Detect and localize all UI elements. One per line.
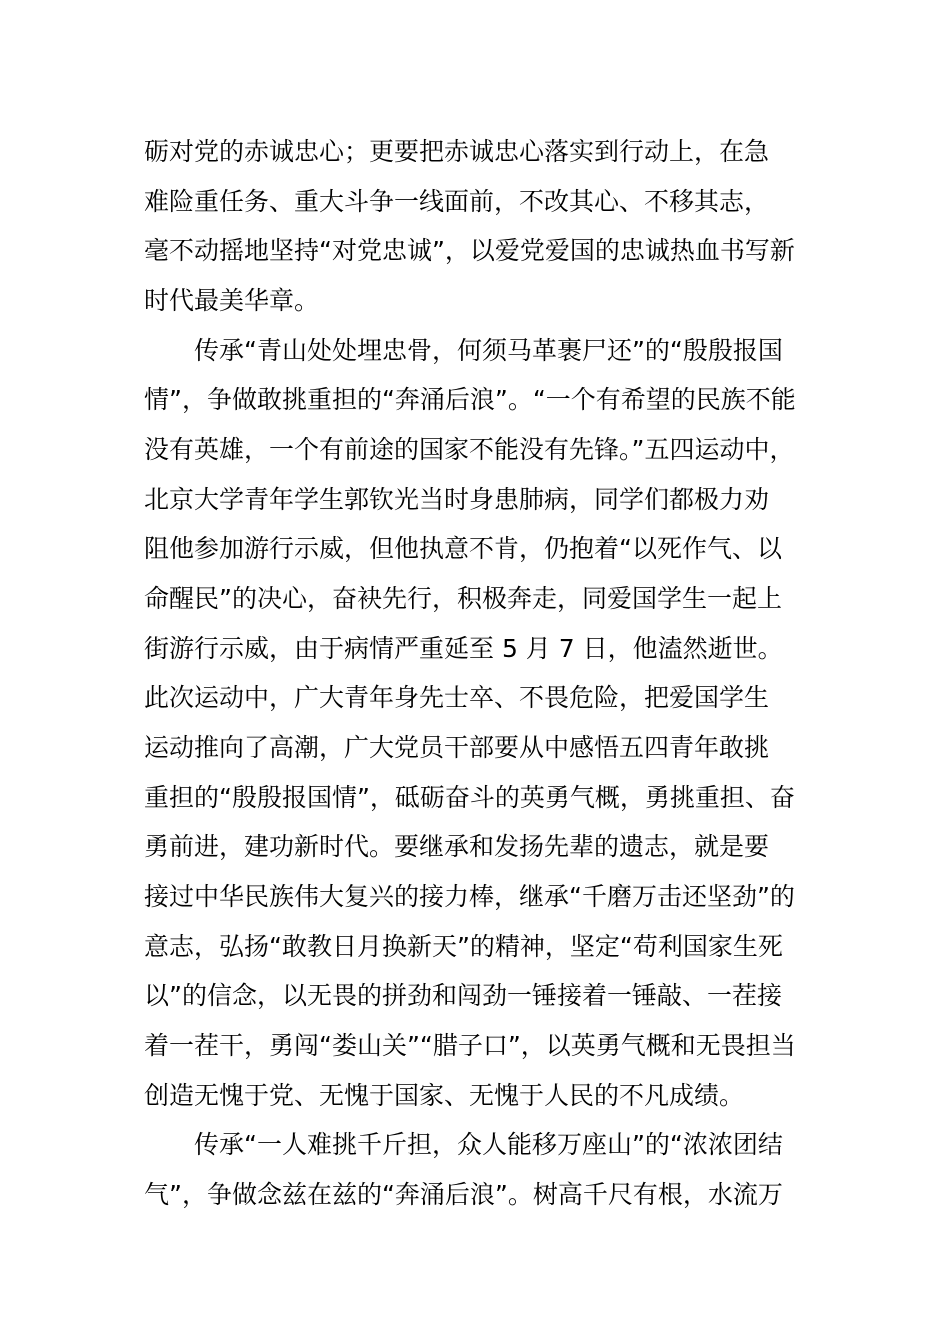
text-line: 传承“一人难挑千斤担，众人能移万座山”的“浓浓团结 [144,1130,783,1159]
text-line: 气”，争做念兹在兹的“奔涌后浪”。树高千尺有根，水流万 [144,1180,783,1209]
text-line: 时代最美华章。 [144,286,320,315]
text-line: 着一茬干，勇闯“娄山关”“腊子口”，以英勇气概和无畏担当 [144,1031,796,1060]
text-line: 传承“青山处处埋忠骨，何须马革裹尸还”的“殷殷报国 [144,336,783,365]
text-line: 勇前进，建功新时代。要继承和发扬先辈的遗志，就是要 [144,832,770,861]
text-line: 意志，弘扬“敢教日月换新天”的精神，坚定“苟利国家生死 [144,932,783,961]
text-line: 此次运动中，广大青年身先士卒、不畏危险，把爱国学生 [144,683,770,712]
text-line: 运动推向了高潮，广大党员干部要从中感悟五四青年敢挑 [144,733,770,762]
text-line: 重担的“殷殷报国情”，砥砺奋斗的英勇气概，勇挑重担、奋 [144,783,795,812]
text-line: 难险重任务、重大斗争一线面前，不改其心、不移其志， [144,187,770,216]
text-line: 阻他参加游行示威，但他执意不肯，仍抱着“以死作气、以 [144,534,782,563]
text-line: 毫不动摇地坚持“对党忠诚”，以爱党爱国的忠诚热血书写新 [144,236,795,265]
text-line: 创造无愧于党、无愧于国家、无愧于人民的不凡成绩。 [144,1081,745,1110]
text-line: 以”的信念，以无畏的拼劲和闯劲一锤接着一锤敲、一茬接 [144,981,782,1010]
text-line: 北京大学青年学生郭钦光当时身患肺病，同学们都极力劝 [144,485,770,514]
text-line: 接过中华民族伟大复兴的接力棒，继承“千磨万击还坚劲”的 [144,882,795,911]
text-line: 街游行示威，由于病情严重延至 5 月 7 日，他溘然逝世。 [144,634,783,663]
text-line: 命醒民”的决心，奋袂先行，积极奔走，同爱国学生一起上 [144,584,782,613]
text-line: 没有英雄，一个有前途的国家不能没有先锋。”五四运动中， [144,435,795,464]
text-line: 砺对党的赤诚忠心；更要把赤诚忠心落实到行动上，在急 [144,137,770,166]
text-line: 情”，争做敢挑重担的“奔涌后浪”。“一个有希望的民族不能 [144,385,796,414]
